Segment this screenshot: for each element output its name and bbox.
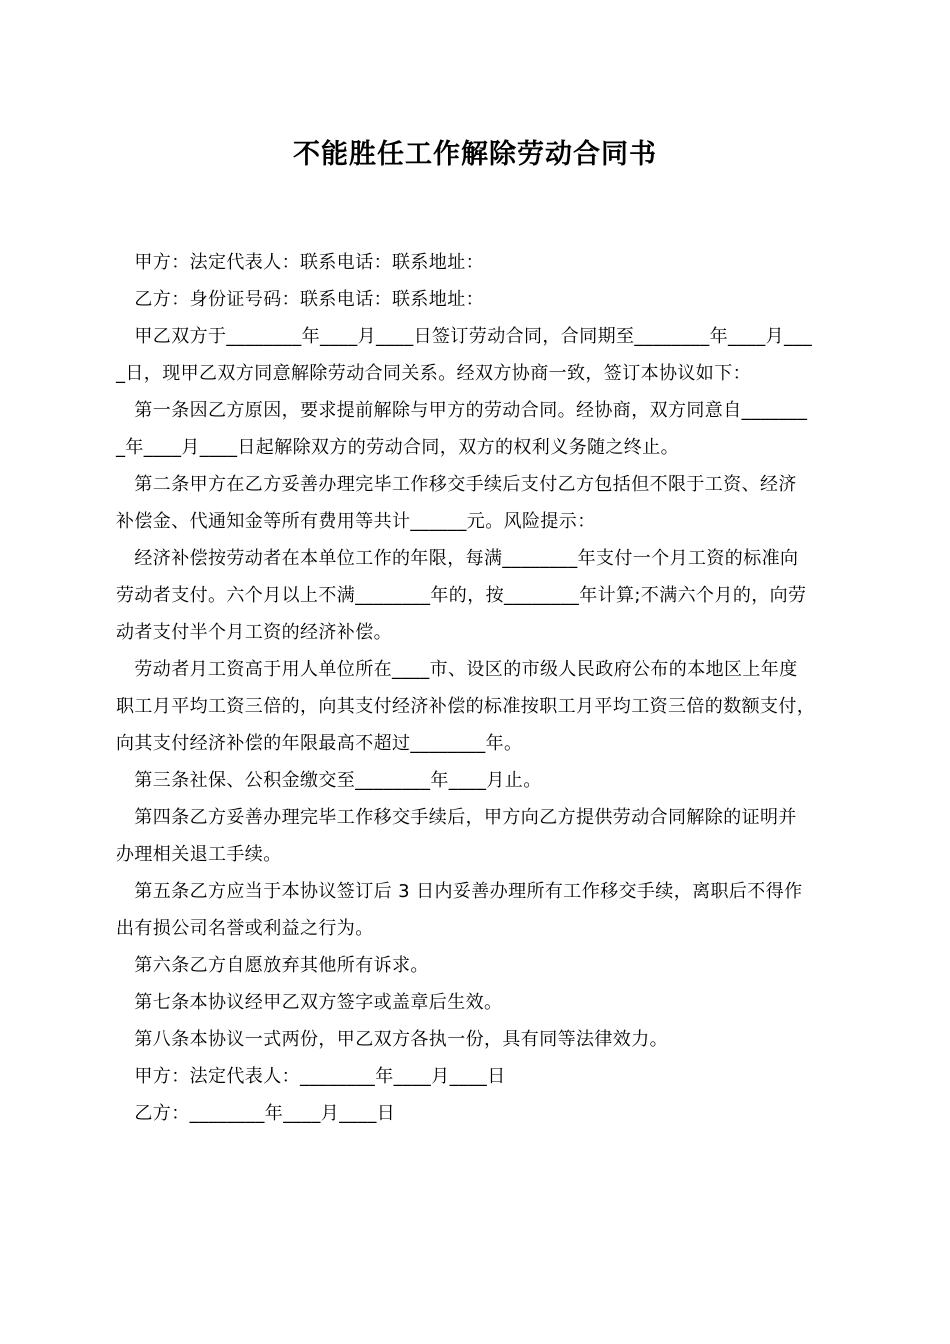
article-2-line-2: 补偿金、代通知金等所有费用等共计______元。风险提示： (116, 511, 596, 532)
article-4-line-2: 办理相关退工手续。 (116, 844, 282, 865)
compensation-line-1: 经济补偿按劳动者在本单位工作的年限，每满________年支付一个月工资的标准向 (116, 548, 799, 569)
document-body (116, 244, 846, 1132)
preamble-line-1: 甲乙双方于________年____月____日签订劳动合同，合同期至________年____月___ (116, 326, 813, 347)
party-a-info: 甲方：法定代表人：联系电话：联系地址： (116, 252, 484, 273)
wage-cap-line-3: 向其支付经济补偿的年限最高不超过________年。 (116, 733, 523, 754)
compensation-line-2: 劳动者支付。六个月以上不满________年的，按________年计算;不满六个月的，向劳 (116, 585, 807, 606)
party-a-signature-line: 甲方：法定代表人：________年____月____日 (116, 1066, 506, 1087)
article-8: 第八条本协议一式两份，甲乙双方各执一份，具有同等法律效力。 (116, 1029, 668, 1050)
compensation-line-3: 动者支付半个月工资的经济补偿。 (116, 622, 392, 643)
article-6: 第六条乙方自愿放弃其他所有诉求。 (116, 955, 429, 976)
wage-cap-line-1: 劳动者月工资高于用人单位所在____市、设区的市级人民政府公布的本地区上年度 (116, 659, 798, 680)
article-4-line-1: 第四条乙方妥善办理完毕工作移交手续后，甲方向乙方提供劳动合同解除的证明并 (116, 807, 797, 828)
party-b-info: 乙方：身份证号码：联系电话：联系地址： (116, 289, 484, 310)
article-7: 第七条本协议经甲乙双方签字或盖章后生效。 (116, 992, 503, 1013)
article-1-line-2: _年____月____日起解除双方的劳动合同，双方的权利义务随之终止。 (116, 437, 679, 458)
article-3: 第三条社保、公积金缴交至________年____月止。 (116, 770, 542, 791)
party-b-signature-line: 乙方：________年____月____日 (116, 1103, 396, 1124)
article-5-line-2: 出有损公司名誉或利益之行为。 (116, 918, 374, 939)
wage-cap-line-2: 职工月平均工资三倍的，向其支付经济补偿的标准按职工月平均工资三倍的数额支付， (116, 696, 816, 717)
article-2-line-1: 第二条甲方在乙方妥善办理完毕工作移交手续后支付乙方包括但不限于工资、经济 (116, 474, 797, 495)
document-title: 不能胜任工作解除劳动合同书 (293, 139, 657, 170)
preamble-line-2: _日，现甲乙双方同意解除劳动合同关系。经双方协商一致，签订本协议如下： (116, 363, 751, 384)
article-5-line-1: 第五条乙方应当于本协议签订后 3 日内妥善办理所有工作移交手续，离职后不得作 (116, 881, 803, 902)
article-1-line-1: 第一条因乙方原因，要求提前解除与甲方的劳动合同。经协商，双方同意自_______ (116, 400, 808, 421)
